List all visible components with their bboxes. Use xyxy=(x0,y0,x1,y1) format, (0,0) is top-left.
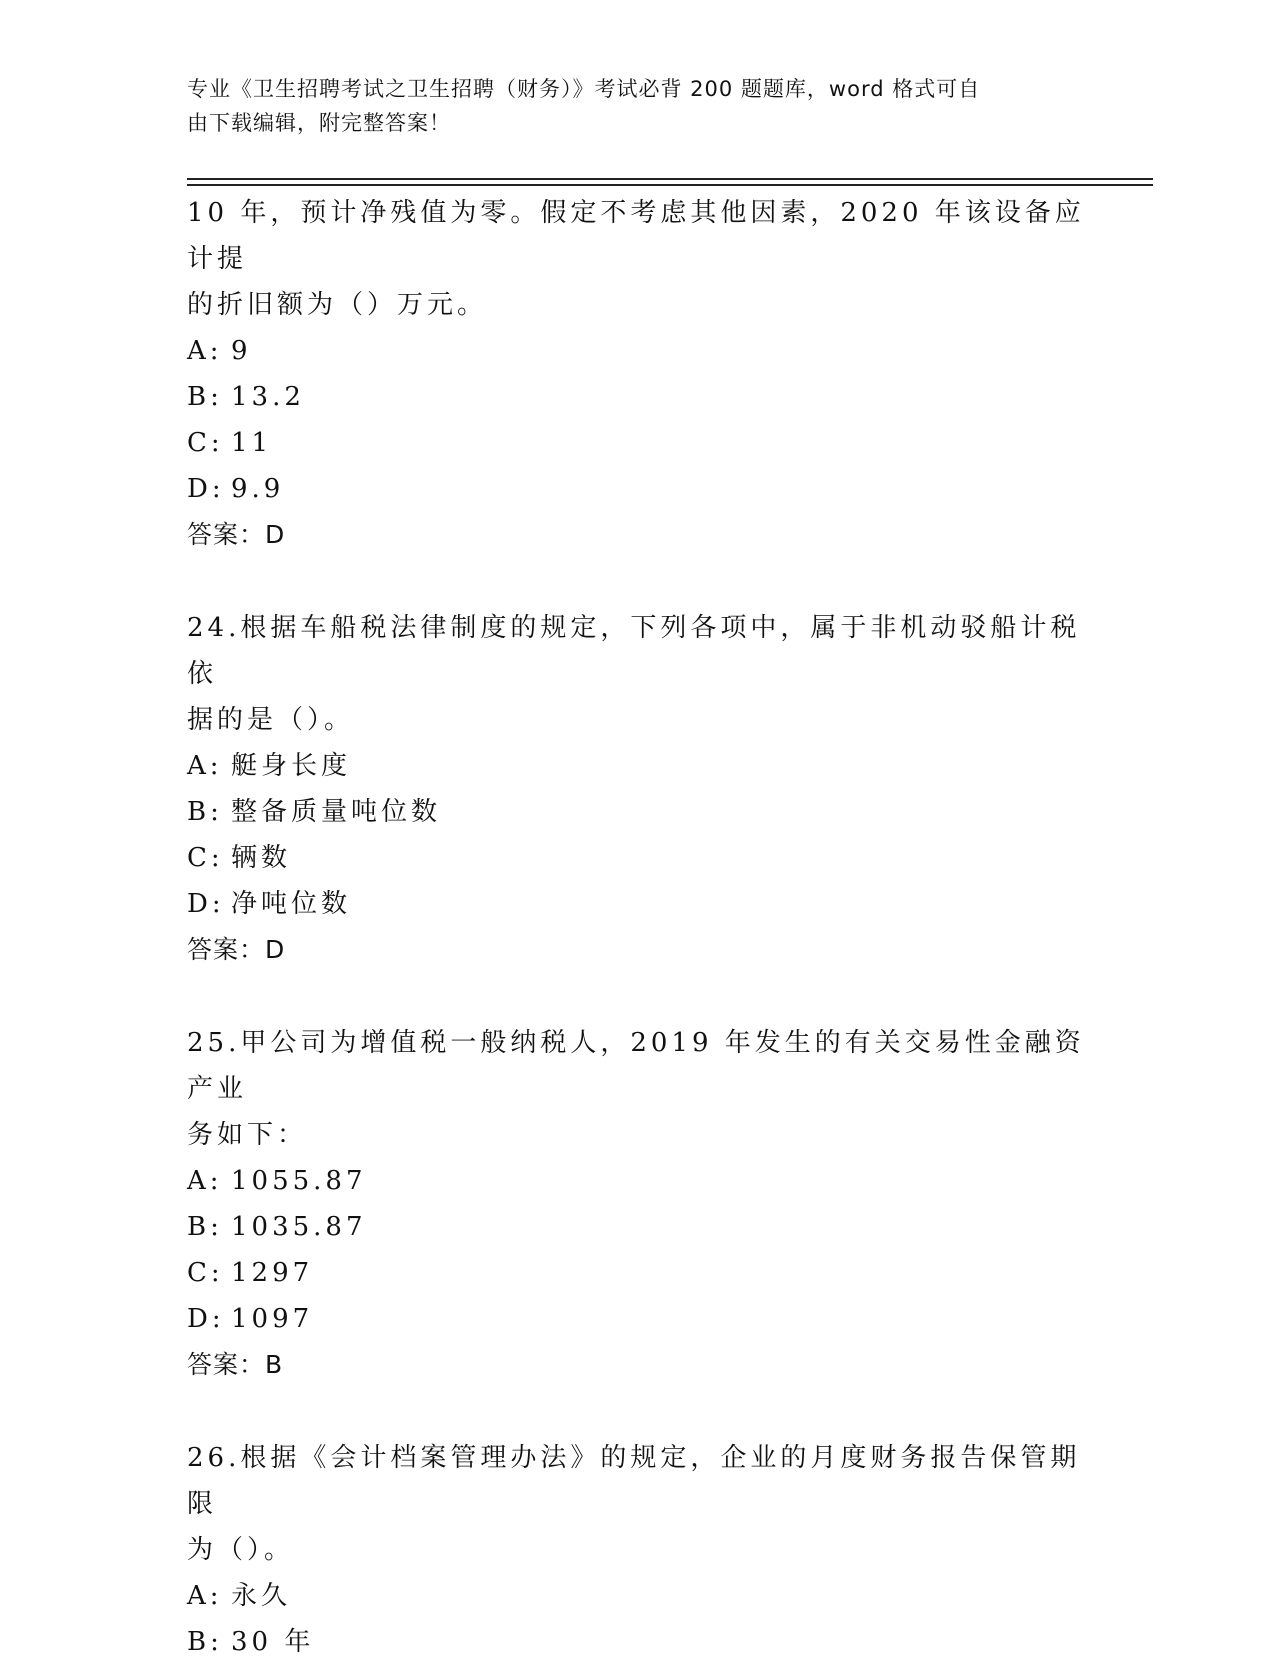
option-letter: A: xyxy=(187,336,223,366)
option-letter: B: xyxy=(187,797,223,827)
question-stem xyxy=(187,190,1087,328)
option-letter: C: xyxy=(187,1258,224,1288)
answer-line: 答案：D xyxy=(187,520,286,549)
stem-line: 10 年，预计净残值为零。假定不考虑其他因素，2020 年该设备应计提 xyxy=(187,198,1085,274)
question-item xyxy=(187,190,1087,558)
document-header xyxy=(187,72,1087,140)
header-divider-bottom xyxy=(187,184,1153,186)
option-text: 11 xyxy=(231,428,273,458)
option-letter: D: xyxy=(187,1304,225,1334)
option-text: 1055.87 xyxy=(231,1166,367,1196)
question-stem xyxy=(187,605,1087,743)
option-letter: B: xyxy=(187,1627,223,1657)
option-text: 净吨位数 xyxy=(231,889,352,919)
header-line-1: 专业《卫生招聘考试之卫生招聘（财务）》考试必背 200 题题库，word 格式可自 xyxy=(187,77,981,101)
option-c xyxy=(187,420,1087,466)
option-text: 30 年 xyxy=(231,1627,315,1657)
question-item xyxy=(187,605,1087,973)
option-letter: D: xyxy=(187,474,225,504)
stem-line: 为（）。 xyxy=(187,1535,295,1565)
option-c xyxy=(187,835,1087,881)
option-text: 9.9 xyxy=(231,474,285,504)
stem-line: 24.根据车船税法律制度的规定，下列各项中，属于非机动驳船计税依 xyxy=(187,613,1081,689)
option-a xyxy=(187,743,1087,789)
question-list xyxy=(187,188,1087,1665)
option-c xyxy=(187,1250,1087,1296)
option-text: 整备质量吨位数 xyxy=(231,797,442,827)
option-letter: D: xyxy=(187,889,225,919)
answer-line: 答案：B xyxy=(187,1350,284,1379)
header-divider-top xyxy=(187,178,1153,180)
option-letter: B: xyxy=(187,1212,223,1242)
option-text: 1097 xyxy=(231,1304,314,1334)
option-a xyxy=(187,1158,1087,1204)
option-text: 9 xyxy=(231,336,252,366)
question-stem xyxy=(187,1435,1087,1573)
option-text: 1297 xyxy=(231,1258,314,1288)
option-text: 1035.87 xyxy=(231,1212,367,1242)
option-a xyxy=(187,328,1087,374)
question-stem xyxy=(187,1020,1087,1158)
header-line-2: 由下载编辑，附完整答案！ xyxy=(187,111,451,135)
option-d xyxy=(187,1296,1087,1342)
stem-line: 务如下： xyxy=(187,1120,308,1150)
question-item xyxy=(187,1435,1087,1665)
option-letter: A: xyxy=(187,751,223,781)
question-item xyxy=(187,1020,1087,1388)
answer-line: 答案：D xyxy=(187,935,286,964)
option-b xyxy=(187,1204,1087,1250)
option-d xyxy=(187,466,1087,512)
option-text: 永久 xyxy=(231,1581,292,1611)
option-text: 艇身长度 xyxy=(231,751,352,781)
question-gap xyxy=(187,1388,1087,1433)
question-gap xyxy=(187,973,1087,1018)
option-b xyxy=(187,1619,1087,1665)
question-gap xyxy=(187,558,1087,603)
option-d xyxy=(187,881,1087,927)
option-letter: A: xyxy=(187,1581,223,1611)
option-a xyxy=(187,1573,1087,1619)
option-text: 辆数 xyxy=(231,843,292,873)
stem-line: 26.根据《会计档案管理办法》的规定，企业的月度财务报告保管期限 xyxy=(187,1443,1081,1519)
stem-line: 的折旧额为（）万元。 xyxy=(187,290,488,320)
option-letter: C: xyxy=(187,843,224,873)
option-text: 13.2 xyxy=(231,382,305,412)
stem-line: 据的是（）。 xyxy=(187,705,355,735)
option-letter: C: xyxy=(187,428,224,458)
option-letter: A: xyxy=(187,1166,223,1196)
stem-line: 25.甲公司为增值税一般纳税人，2019 年发生的有关交易性金融资产业 xyxy=(187,1028,1085,1104)
option-b xyxy=(187,374,1087,420)
option-letter: B: xyxy=(187,382,223,412)
option-b xyxy=(187,789,1087,835)
